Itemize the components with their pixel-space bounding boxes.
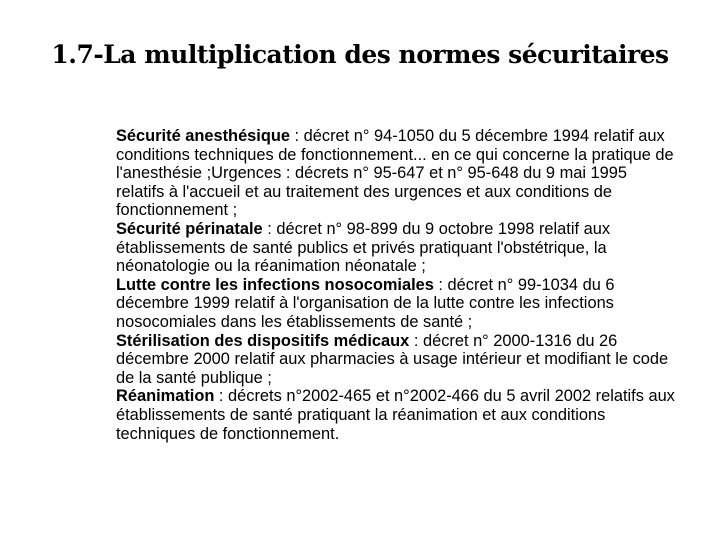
paragraph-securite-anesthesique	[116, 127, 676, 220]
term-reanimation: Réanimation	[116, 387, 215, 406]
text-infections-nosocomiales: : décret n° 99-1034 du 6 décembre 1999 relatif à l'organisation de la lutte contre les infections nosocomiales dans les établissements de santé ;	[116, 275, 615, 331]
slide-body	[116, 127, 676, 443]
paragraph-infections-nosocomiales	[116, 276, 676, 332]
text-reanimation: : décrets n°2002-465 et n°2002-466 du 5 avril 2002 relatifs aux établissements de santé pratiquant la réanimation et aux conditions techniques de fonctionnement.	[116, 387, 675, 443]
text-sterilisation: : décret n° 2000-1316 du 26 décembre 2000 relatif aux pharmacies à usage intérieur et modifiant le code de la santé publique ;	[116, 331, 669, 387]
term-sterilisation: Stérilisation des dispositifs médicaux	[116, 331, 410, 350]
text-securite-anesthesique: : décret n° 94-1050 du 5 décembre 1994 relatif aux conditions techniques de fonctionnement... en ce qui concerne la pratique de l'anesthésie ;Urgences : décrets n° 95-647 et n° 95-648 du 9 mai 1995 relatifs à l'accueil et au traitement des urgences et aux conditions de fonctionnement ;	[116, 127, 674, 220]
paragraph-securite-perinatale	[116, 220, 676, 276]
term-securite-anesthesique: Sécurité anesthésique	[116, 127, 290, 145]
text-securite-perinatale: : décret n° 98-899 du 9 octobre 1998 relatif aux établissements de santé publics et privés pratiquant l'obstétrique, la néonatologie ou la réanimation néonatale ;	[116, 219, 611, 276]
paragraph-reanimation	[116, 387, 676, 443]
paragraph-sterilisation	[116, 332, 676, 388]
term-securite-perinatale: Sécurité périnatale	[116, 219, 263, 238]
slide-title: 1.7-La multiplication des normes sécuritaires	[51, 40, 669, 69]
term-infections-nosocomiales: Lutte contre les infections nosocomiales	[116, 275, 434, 294]
